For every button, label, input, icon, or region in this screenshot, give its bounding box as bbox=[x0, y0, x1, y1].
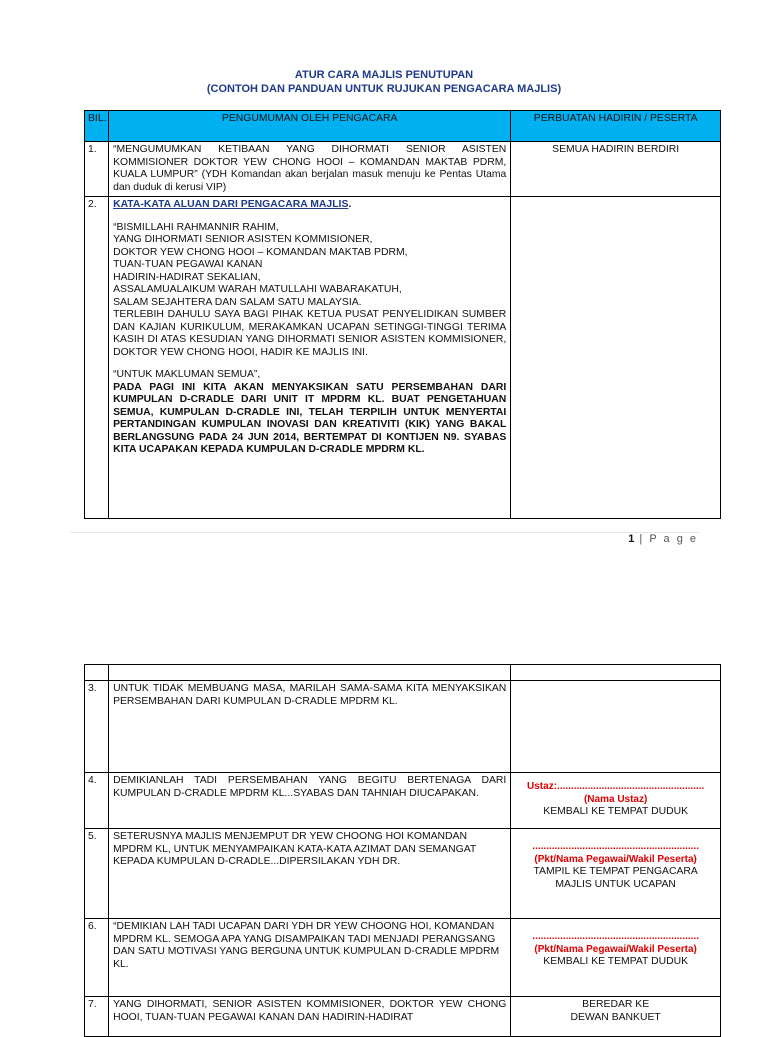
action-text: DEWAN BANKUET bbox=[570, 1011, 661, 1023]
info-paragraph: PADA PAGI INI KITA AKAN MENYAKSIKAN SATU PERSEMBAHAN DARI KUMPULAN D-CRADLE DARI UNIT IT MPDRM KL. BUAT PENGETAHUAN SEMUA, KUMPULAN D-CRADLE INI, TELAH TERPILIH UNTUK MENYERTAI PERTANDINGAN KUMPULAN INOVASI DAN KREATIVITI (KIK) YANG BAKAL BERLANGSUNG PADA 24 JUN 2014, BERTEMPAT DI KONTIJEN N9. SYABAS KITA UCAPAKAN KEPADA KUMPULAN D-CRADLE MPDRM KL. bbox=[113, 381, 507, 455]
action-text: KEMBALI KE TEMPAT DUDUK bbox=[543, 956, 689, 967]
greeting-line: ASSALAMUALAIKUM WARAH MATULLAHI WABARAKATUH, bbox=[113, 284, 402, 295]
row-number: 6. bbox=[85, 919, 109, 997]
document-title: ATUR CARA MAJLIS PENUTUPAN bbox=[294, 69, 474, 81]
page-footer bbox=[628, 533, 698, 545]
audience-action bbox=[511, 919, 721, 997]
table-row bbox=[85, 142, 721, 197]
empty-cell bbox=[85, 665, 109, 681]
page-label: | P a g e bbox=[639, 533, 698, 545]
page-divider bbox=[70, 532, 700, 533]
table-row bbox=[85, 197, 721, 519]
announcement-text: YANG DIHORMATI, SENIOR ASISTEN KOMMISIONER, DOKTOR YEW CHONG HOOI, TUAN-TUAN PEGAWAI KANAN DAN HADIRIN-HADIRAT bbox=[109, 997, 511, 1037]
action-text: TAMPIL KE TEMPAT PENGACARA MAJLIS UNTUK UCAPAN bbox=[533, 866, 698, 890]
audience-action bbox=[511, 197, 721, 519]
row-number: 4. bbox=[85, 773, 109, 829]
header-pengumuman: PENGUMUMAN OLEH PENGACARA bbox=[109, 111, 511, 142]
row-number: 2. bbox=[85, 197, 109, 519]
row-number: 7. bbox=[85, 997, 109, 1037]
action-text: BEREDAR KE bbox=[582, 999, 650, 1010]
name-hint: (Pkt/Nama Pegawai/Wakil Peserta) bbox=[534, 943, 697, 955]
header-perbuatan: PERBUATAN HADIRIN / PESERTA bbox=[511, 111, 721, 142]
empty-cell bbox=[109, 665, 511, 681]
table-row bbox=[85, 773, 721, 829]
thanks-paragraph: TERLEBIH DAHULU SAYA BAGI PIHAK KETUA PUSAT PENYELIDIKAN SUMBER DAN KAJIAN KURIKULUM, MERAKAMKAN UCAPAN SETINGGI-TINGGI TERIMA KASIH DI ATAS KESUDIAN YANG DIHORMATI SENIOR ASISTEN KOMMISIONER, DOKTOR YEW CHONG HOOI, HADIR KE MAJLIS INI. bbox=[113, 309, 507, 358]
audience-action bbox=[511, 681, 721, 773]
table-row bbox=[85, 665, 721, 681]
announcement-text: “DEMIKIAN LAH TADI UCAPAN DARI YDH DR YEW CHOONG HOI, KOMANDAN MPDRM KL. SEMOGA APA YANG DISAMPAIKAN TADI MENJADI PERANGSANG DAN SATU MOTIVASI YANG BERGUNA UNTUK KUMPULAN D-CRADLE MPDRM KL. bbox=[109, 919, 511, 997]
announcement-text: “MENGUMUMKAN KETIBAAN YANG DIHORMATI SENIOR ASISTEN KOMMISIONER DOKTOR YEW CHONG HOOI – KOMANDAN MAKTAB PDRM, KUALA LUMPUR” (YDH Komandan akan berjalan masuk menuju ke Pentas Utama dan duduk di kerusi VIP) bbox=[109, 142, 511, 197]
audience-action bbox=[511, 773, 721, 829]
announcement-text: SETERUSNYA MAJLIS MENJEMPUT DR YEW CHOONG HOI KOMANDAN MPDRM KL, UNTUK MENYAMPAIKAN KATA-KATA AZIMAT DAN SEMANGAT KEPADA KUMPULAN D-CRADLE...DIPERSILAKAN YDH DR. bbox=[109, 829, 511, 919]
name-hint: (Pkt/Nama Pegawai/Wakil Peserta) bbox=[534, 853, 697, 865]
row-number: 5. bbox=[85, 829, 109, 919]
table-row bbox=[85, 997, 721, 1037]
info-intro: “UNTUK MAKLUMAN SEMUA”, bbox=[113, 369, 261, 380]
agenda-table-page2 bbox=[84, 664, 721, 1037]
page-number: 1 bbox=[628, 533, 635, 545]
name-placeholder: ............................................................ bbox=[532, 931, 699, 942]
table-row bbox=[85, 919, 721, 997]
row-number: 3. bbox=[85, 681, 109, 773]
name-placeholder: ............................................................ bbox=[532, 841, 699, 852]
announcement-text: DEMIKIANLAH TADI PERSEMBAHAN YANG BEGITU BERTENAGA DARI KUMPULAN D-CRADLE MPDRM KL...SYABAS DAN TAHNIAH DIUCAPAKAN. bbox=[109, 773, 511, 829]
header-bil: BIL. bbox=[85, 111, 109, 142]
greeting-line: SALAM SEJAHTERA DAN SALAM SATU MALAYSIA. bbox=[113, 296, 362, 308]
section-heading: KATA-KATA ALUAN DARI PENGACARA MAJLIS bbox=[113, 199, 349, 210]
greeting-line: TUAN-TUAN PEGAWAI KANAN bbox=[113, 259, 263, 270]
document-subtitle: (CONTOH DAN PANDUAN UNTUK RUJUKAN PENGACARA MAJLIS) bbox=[206, 83, 562, 95]
table-header-row bbox=[85, 111, 721, 142]
ustaz-name-hint: (Nama Ustaz) bbox=[583, 793, 648, 805]
table-row bbox=[85, 829, 721, 919]
announcement-cell: KATA-KATA ALUAN DARI PENGACARA MAJLIS. “BISMILLAHI RAHMANNIR RAHIM, YANG DIHORMATI SENIOR ASISTEN KOMMISIONER, DOKTOR YEW CHONG HOOI – KOMANDAN MAKTAB PDRM, TUAN-TUAN PEGAWAI KANAN HADIRIN-HADIRAT SEKALIAN, ASSALAMUALAIKUM WARAH MATULLAHI WABARAKATUH, SALAM SEJAHTERA DAN SALAM SATU MALAYSIA. TERLEBIH DAHULU SAYA BAGI PIHAK KETUA PUSAT PENYELIDIKAN SUMBER DAN KAJIAN KURIKULUM, MERAKAMKAN UCAPAN SETINGGI-TINGGI TERIMA KASIH DI ATAS KESUDIAN YANG DIHORMATI SENIOR ASISTEN KOMMISIONER, DOKTOR YEW CHONG HOOI, HADIR KE MAJLIS INI. “UNTUK MAKLUMAN SEMUA”, PADA PAGI INI KITA AKAN MENYAKSIKAN SATU PERSEMBAHAN DARI KUMPULAN D-CRADLE DARI UNIT IT MPDRM KL. BUAT PENGETAHUAN SEMUA, KUMPULAN D-CRADLE INI, TELAH TERPILIH UNTUK MENYERTAI PERTANDINGAN KUMPULAN INOVASI DAN KREATIVITI (KIK) YANG BAKAL BERLANGSUNG PADA 24 JUN 2014, BERTEMPAT DI KONTIJEN N9. SYABAS KITA UCAPAKAN KEPADA KUMPULAN D-CRADLE MPDRM KL. bbox=[109, 197, 511, 519]
greeting-line: “BISMILLAHI RAHMANNIR RAHIM, bbox=[113, 221, 279, 233]
greeting-line: YANG DIHORMATI SENIOR ASISTEN KOMMISIONER, bbox=[113, 234, 373, 245]
greeting-line: HADIRIN-HADIRAT SEKALIAN, bbox=[113, 271, 261, 283]
row-number: 1. bbox=[85, 142, 109, 197]
agenda-table-page1 bbox=[84, 110, 721, 519]
audience-action bbox=[511, 829, 721, 919]
ustaz-placeholder: Ustaz:..................................................... bbox=[527, 781, 705, 792]
audience-action bbox=[511, 997, 721, 1037]
announcement-text: UNTUK TIDAK MEMBUANG MASA, MARILAH SAMA-SAMA KITA MENYAKSIKAN PERSEMBAHAN DARI KUMPULAN D-CRADLE MPDRM KL. bbox=[109, 681, 511, 773]
table-row bbox=[85, 681, 721, 773]
action-text: KEMBALI KE TEMPAT DUDUK bbox=[543, 806, 689, 817]
audience-action: SEMUA HADIRIN BERDIRI bbox=[511, 142, 721, 197]
empty-cell bbox=[511, 665, 721, 681]
greeting-line: DOKTOR YEW CHONG HOOI – KOMANDAN MAKTAB PDRM, bbox=[113, 246, 408, 258]
